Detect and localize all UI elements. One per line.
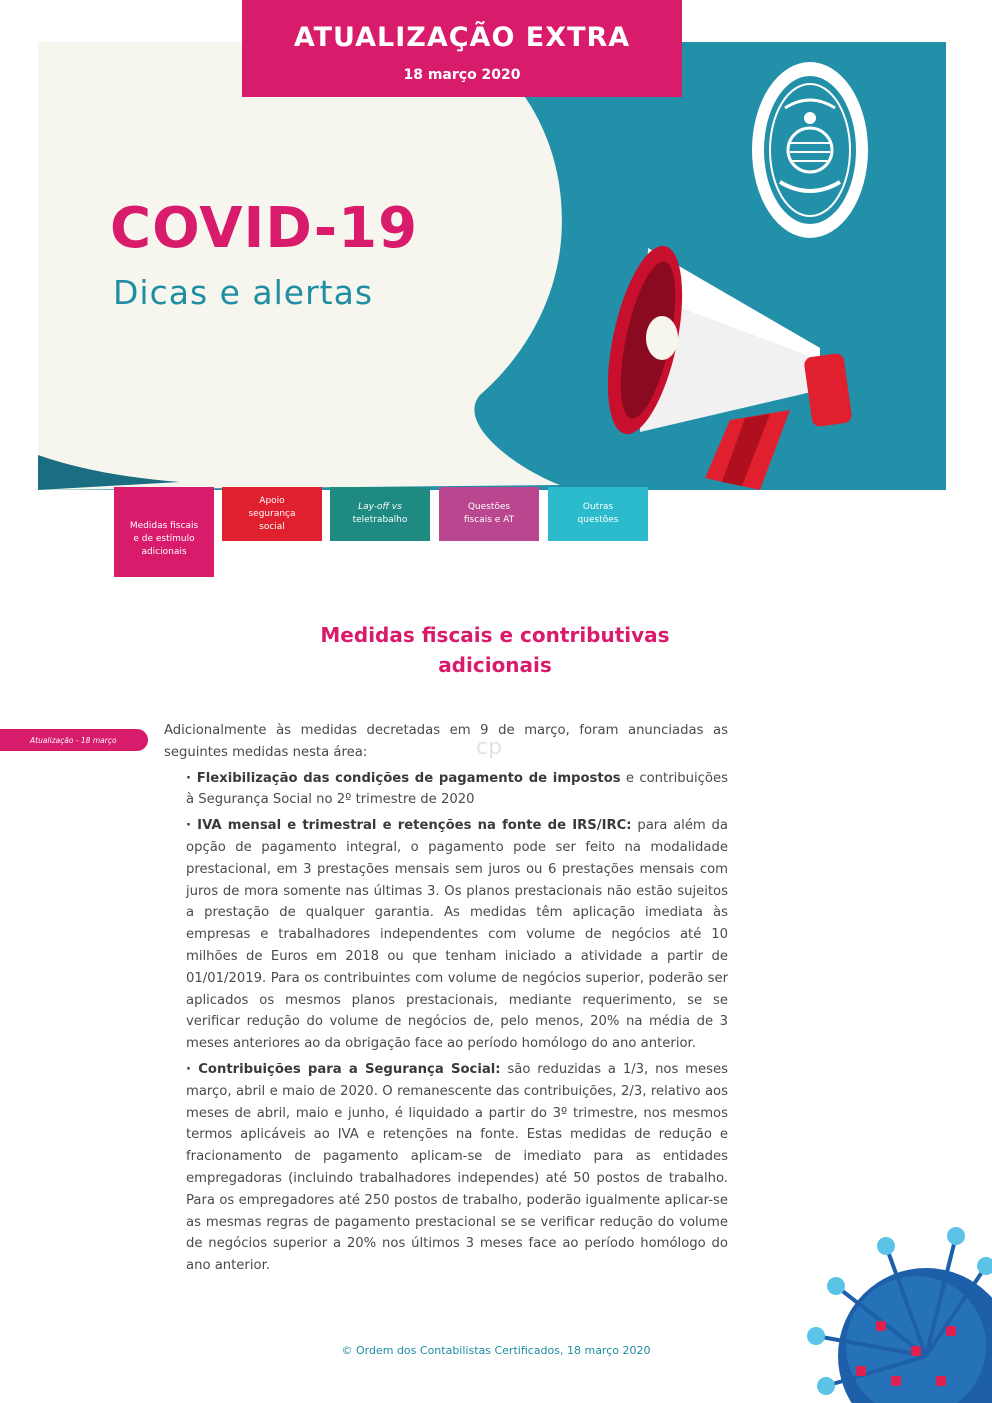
footer-copyright: © Ordem dos Contabilistas Certificados, 18 março 2020 — [341, 1344, 651, 1357]
tab-label: Lay-off vs teletrabalho — [352, 502, 408, 525]
tab-apoio-seguranca-social[interactable] — [222, 487, 322, 541]
intro-paragraph: Adicionalmente às medidas decretadas em 9 de março, foram anunciadas as seguintes medidas nesta área: — [164, 723, 728, 760]
list-item: · Contribuições para a Segurança Social: são reduzidas a 1/3, nos meses março, abril e maio de 2020. O remanescente das contribuições, 2/3, relativo aos meses de abril, maio e junho, é liquidado a partir do 3º trimestre, nos mesmos termos aplicáveis ao IVA e retenções na fonte. Estas medidas de redução e fracionamento de pagamento aplicam-se de imediato para as entidades empregadoras (incluindo trabalhadores independes) até 50 postos de trabalho. Para os empregadores até 250 postos de trabalho, poderão igualmente aplicar-se as mesmas regras de pagamento prestacional se se verificar redução do volume de negócios superior a 20% nos últimos 3 meses face ao período homólogo do ano anterior. — [186, 1061, 728, 1274]
tab-medidas-fiscais[interactable] — [114, 487, 214, 577]
tab-lay-off[interactable] — [330, 487, 430, 541]
list-item: · IVA mensal e trimestral e retenções na fonte de IRS/IRC: para além da opção de pagamento integral, o pagamento pode ser feito na modalidade prestacional, em 3 prestações mensais sem juros ou 6 prestações mensais com juros de mora somente nas últimas 3. Os planos prestacionais não estão sujeitos a prestação de qualquer garantia. As medidas têm aplicação imediata às empresas e trabalhadores independentes com volume de negócios até 10 milhões de Euros em 2018 ou que tenham iniciado a atividade a partir de 01/01/2019. Para os contribuintes com volume de negócios superior, poderão ser aplicados os mesmos planos prestacionais, mediante requerimento, se se verificar redução do volume de negócios de, pelo menos, 20% na média de 3 meses anteriores ao da obrigação face ao período homólogo do ano anterior. — [186, 818, 728, 1052]
emblem-logo — [752, 62, 868, 238]
watermark: cp — [476, 735, 503, 760]
update-tag: Atualização - 18 março — [0, 729, 148, 751]
badge-title: ATUALIZAÇÃO EXTRA — [293, 22, 631, 53]
tab-questoes-fiscais[interactable] — [439, 487, 539, 541]
tab-label: Outras questões — [577, 502, 619, 525]
section-heading: Medidas fiscais e contributivas adicionais — [320, 623, 670, 677]
badge-date: 18 março 2020 — [403, 67, 521, 83]
tab-label: Medidas fiscais e de estímulo adicionais — [129, 520, 199, 557]
page-subtitle: Dicas e alertas — [113, 273, 374, 312]
article-body — [164, 720, 728, 1277]
page-title: COVID-19 — [110, 196, 419, 261]
list-item: · Flexibilização das condições de pagamento de impostos e contribuições à Segurança Social no 2º trimestre de 2020 — [186, 770, 728, 808]
virus-illustration — [796, 1226, 992, 1403]
tab-label: Questões fiscais e AT — [463, 502, 515, 525]
tab-label: Apoio segurança social — [248, 495, 296, 532]
update-badge — [242, 0, 682, 97]
section-tabs — [114, 487, 654, 577]
tab-outras-questoes[interactable] — [548, 487, 648, 541]
